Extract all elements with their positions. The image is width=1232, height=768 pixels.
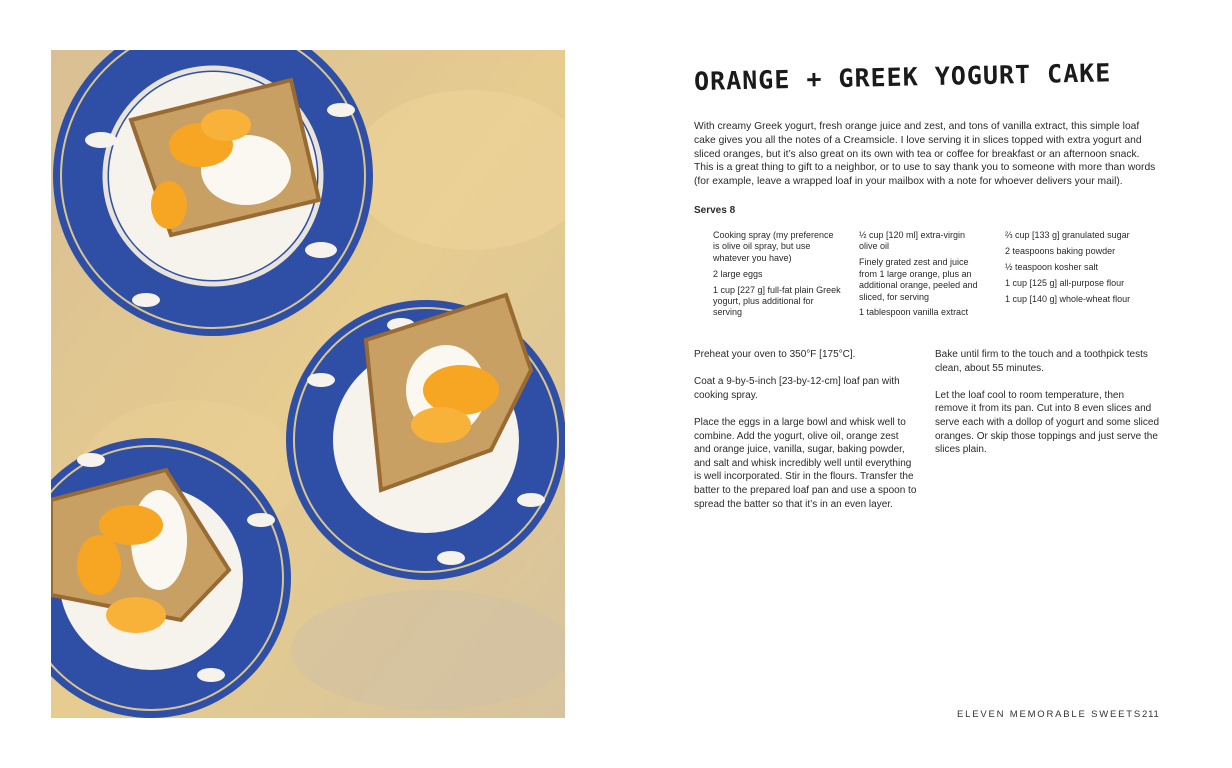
ingredients-column-2 (859, 230, 985, 323)
ingredient-item: ½ teaspoon kosher salt (1005, 261, 1099, 272)
method-step: Preheat your oven to 350°F [175°C]. (694, 349, 856, 360)
recipe-intro: With creamy Greek yogurt, fresh orange juice and zest, and tons of vanilla extract, this simple loaf cake gives you all the notes of a Creamsicle. I love serving it in slices topped with extra yogurt and sliced oranges, but it’s also great on its own with tea or coffee for breakfast or an afternoon snack. This is a great thing to gift to a neighbor, or to use to say thank you to someone with more than words (for example, leave a wrapped loaf in your mailbox with a note for whoever delivers your mail). (694, 121, 1156, 188)
serves-label: Serves 8 (694, 205, 736, 216)
photo-illustration (51, 50, 565, 718)
method-step: Coat a 9-by-5-inch [23-by-12-cm] loaf pan with cooking spray. (694, 376, 900, 401)
ingredients-column-3 (1005, 230, 1155, 310)
page-number: 211 (1142, 709, 1160, 720)
method-step: Bake until firm to the touch and a toothpick tests clean, about 55 minutes. (935, 349, 1148, 374)
ingredient-item: 1 cup [227 g] full-fat plain Greek yogurt, plus additional for serving (713, 284, 841, 318)
method-steps-right (935, 348, 1159, 470)
ingredient-item: Finely grated zest and juice from 1 large orange, plus an additional orange, peeled and sliced, for serving (859, 257, 978, 302)
method-step: Let the loaf cool to room temperature, then remove it from its pan. Cut into 8 even slices and serve each with a dollop of yogurt and some sliced oranges. Or skip those toppings and just serve the slices plain. (935, 389, 1160, 456)
recipe-title: ORANGE + GREEK YOGURT CAKE (693, 58, 1112, 97)
ingredient-item: 2 teaspoons baking powder (1005, 245, 1116, 256)
ingredient-item: 2 large eggs (713, 268, 763, 279)
recipe-photo (51, 50, 565, 718)
ingredients-column-1 (713, 230, 841, 323)
ingredient-item: 1 cup [140 g] whole-wheat flour (1005, 293, 1131, 304)
running-footer-section: ELEVEN MEMORABLE SWEETS (957, 709, 1142, 720)
ingredient-item: ½ cup [120 ml] extra-virgin olive oil (859, 230, 966, 252)
method-step: Place the eggs in a large bowl and whisk well to combine. Add the yogurt, olive oil, orange zest and orange juice, vanilla, sugar, baking powder, and salt and whisk incredibly well until everything is well incorporated. Stir in the flours. Transfer the batter to the prepared loaf pan and use a spoon to spread the batter so that it’s in an even layer. (694, 416, 917, 510)
ingredient-item: 1 cup [125 g] all-purpose flour (1005, 277, 1125, 288)
ingredient-item: Cooking spray (my preference is olive oil spray, but use whatever you have) (713, 230, 834, 263)
ingredient-item: ⅔ cup [133 g] granulated sugar (1005, 230, 1130, 240)
method-steps-left (694, 348, 918, 525)
ingredient-item: 1 tablespoon vanilla extract (859, 307, 969, 318)
